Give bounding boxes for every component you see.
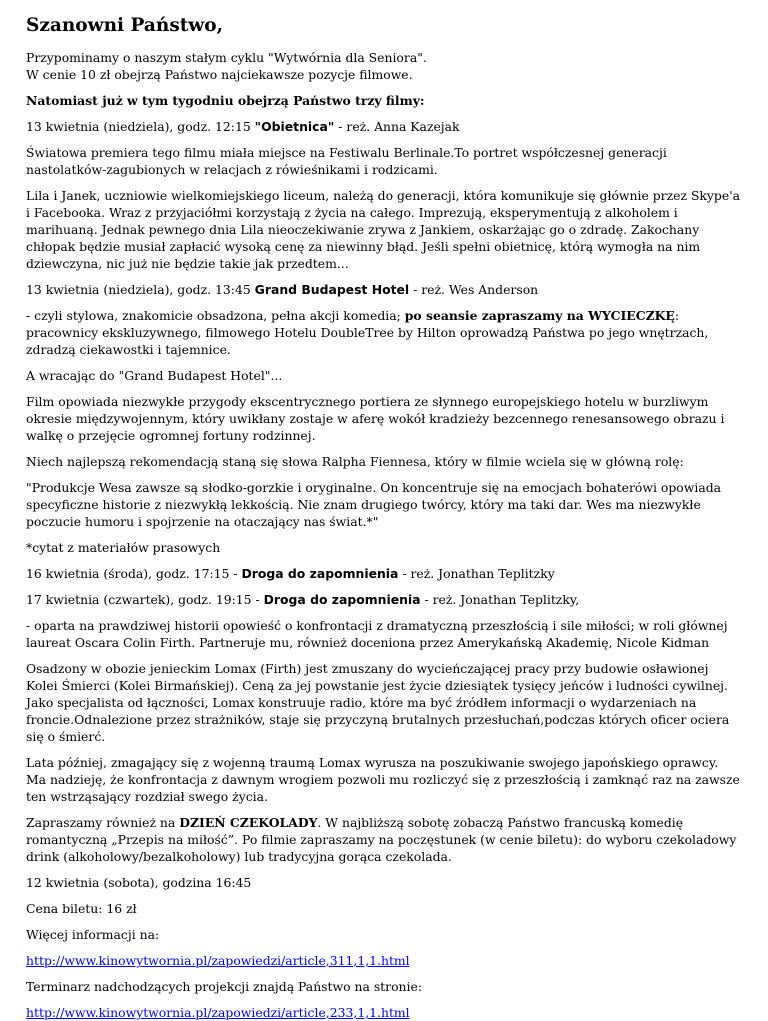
intro-line-2: W cenie 10 zł obejrzą Państwo najciekawsze pozycje filmowe. bbox=[26, 67, 413, 82]
chocolate-end: . W najbliższą sobotę zobaczą Państwo francuską komedię romantyczną „Przepis na miłość”. Po filmie zapraszamy na poczęstunek (w cenie biletu): do wyboru czekoladowy drink (alkoholowy/bezalkoholowy) lub tradycyjna gorąca czekolada. bbox=[26, 815, 737, 864]
film3-title-1: Droga do zapomnienia bbox=[241, 566, 399, 581]
film1-director: - reż. Anna Kazejak bbox=[334, 119, 460, 134]
week-heading-text: Natomiast już w tym tygodniu obejrzą Państwo trzy filmy: bbox=[26, 93, 425, 108]
film1-date: 13 kwietnia (niedziela), godz. 12:15 bbox=[26, 119, 255, 134]
film1-paragraph-1: Światowa premiera tego filmu miała miejsce na Festiwalu Berlinale.To portret współczesnej generacji nastolatków-zagubionych w relacjach z rówieśnikami i rodzicami. bbox=[26, 145, 667, 177]
film3-date-2: 17 kwietnia (czwartek), godz. 19:15 - bbox=[26, 592, 264, 607]
film2-paragraph-2: A wracając do "Grand Budapest Hotel"... bbox=[26, 368, 283, 383]
film2-header bbox=[26, 281, 742, 298]
chocolate-paragraph bbox=[26, 814, 742, 865]
chocolate-start: Zapraszamy również na bbox=[26, 815, 180, 830]
film2-quote: "Produkcje Wesa zawsze są słodko-gorzkie i oryginalne. On koncentruje się na emocjach bohaterówi opowiada specyficzne historie z niezwykłą lekkością. Nie znam drugiego twórcy, który ma taki dar. Wes ma niezwykłe poczucie humoru i spojrzenie na otaczający nas świat.*" bbox=[26, 480, 722, 529]
film1-header bbox=[26, 118, 742, 135]
schedule-label: Terminarz nadchodzących projekcji znajdą Państwo na stronie: bbox=[26, 979, 422, 994]
film3-paragraph-3: Lata później, zmagający się z wojenną traumą Lomax wyrusza na poszukiwanie swojego japońskiego oprawcy. Ma nadzieję, że konfrontacja z dawnym wrogiem pozwoli mu rozliczyć się z przeszłością i zamknąć raz na zawsze ten wstrząsający rozdział swego życia. bbox=[26, 755, 740, 804]
film2-p1-end: : pracownicy ekskluzywnego, filmowego Hotelu DoubleTree by Hilton oprowadzą Państwa po jego wnętrzach, zdradzą ciekawostki i tajemnice. bbox=[26, 308, 709, 357]
week-heading bbox=[26, 92, 742, 109]
film1-paragraph-2: Lila i Janek, uczniowie wielkomiejskiego liceum, należą do generacji, która komunikuje się głównie przez Skype'a i Facebooka. Wraz z przyjaciółmi korzystają z życia na całego. Imprezują, eksperymentują z alkoholem i marihuaną. Jednak pewnego dnia Lila nieoczekiwanie zrywa z Jankiem, oskarżając go o zdradę. Zakochany chłopak będzie musiał zapłacić wysoką cenę za niewinny błąd. Jeśli spełni obietnicę, którą wymogła na nim dziewczyna, nic już nie będzie takie jak przedtem... bbox=[26, 188, 740, 271]
link-1-paragraph bbox=[26, 952, 742, 969]
film3-header-1 bbox=[26, 565, 742, 582]
intro-paragraph bbox=[26, 49, 742, 83]
film2-date: 13 kwietnia (niedziela), godz. 13:45 bbox=[26, 282, 255, 297]
film2-paragraph-4: Niech najlepszą rekomendacją staną się słowa Ralpha Fiennesa, który w filmie wciela się w główną rolę: bbox=[26, 454, 684, 469]
greeting-title: Szanowni Państwo, bbox=[26, 15, 224, 36]
film3-date-1: 16 kwietnia (środa), godz. 17:15 - bbox=[26, 566, 242, 581]
more-info-label: Więcej informacji na: bbox=[26, 927, 160, 942]
film3-title-2: Droga do zapomnienia bbox=[263, 592, 421, 607]
film2-p1-start: - czyli stylowa, znakomicie obsadzona, pełna akcji komedia; bbox=[26, 308, 405, 323]
link-2-paragraph bbox=[26, 1004, 742, 1021]
chocolate-date: 12 kwietnia (sobota), godzina 16:45 bbox=[26, 875, 252, 890]
film3-header-2 bbox=[26, 591, 742, 608]
film2-title: Grand Budapest Hotel bbox=[254, 282, 410, 297]
film3-paragraph-2: Osadzony w obozie jenieckim Lomax (Firth) jest zmuszany do wycieńczającej pracy przy budowie osławionej Kolei Śmierci (Kolei Birmańskiej). Ceną za jej powstanie jest życie dziesiątek tysięcy jeńców i ludności cywilnej. Jako specjalista od łączności, Lomax konstruuje radio, które ma być źródłem informacji o wydarzeniach na froncie.Odnalezione przez strażników, staje się przyczyną brutalnych przesłuchań,podczas których oficer ociera się o śmierć. bbox=[26, 661, 730, 744]
film2-footnote: *cytat z materiałów prasowych bbox=[26, 540, 221, 555]
film3-director-1: - reż. Jonathan Teplitzky bbox=[398, 566, 555, 581]
film3-paragraph-1: - oparta na prawdziwej historii opowieść o konfrontacji z dramatyczną przeszłością i sile miłości; w roli głównej laureat Oscara Colin Firth. Partneruje mu, również doceniona przez Amerykańską Akademię, Nicole Kidman bbox=[26, 618, 728, 650]
film2-tour-invite: po seansie zapraszamy na WYCIECZKĘ bbox=[404, 308, 675, 323]
film1-title: "Obietnica" bbox=[254, 119, 335, 134]
film2-director: - reż. Wes Anderson bbox=[409, 282, 539, 297]
film3-director-2: - reż. Jonathan Teplitzky, bbox=[420, 592, 580, 607]
ticket-price: Cena biletu: 16 zł bbox=[26, 901, 137, 916]
intro-line-1: Przypominamy o naszym stałym cyklu "Wytwórnia dla Seniora". bbox=[26, 50, 427, 65]
chocolate-day: DZIEŃ CZEKOLADY bbox=[179, 815, 318, 830]
article-311-link[interactable]: http://www.kinowytwornia.pl/zapowiedzi/article,311,1,1.html bbox=[26, 953, 410, 968]
article-233-link[interactable]: http://www.kinowytwornia.pl/zapowiedzi/article,233,1,1.html bbox=[26, 1005, 410, 1020]
film2-paragraph-1 bbox=[26, 307, 742, 358]
film2-paragraph-3: Film opowiada niezwykłe przygody ekscentrycznego portiera ze słynnego europejskiego hotelu w burzliwym okresie międzywojennym, który uwikłany zostaje w aferę wokół kradzieży bezcennego renesansowego obrazu i walkę o przejęcie ogromnej fortuny rodzinnej. bbox=[26, 394, 725, 443]
